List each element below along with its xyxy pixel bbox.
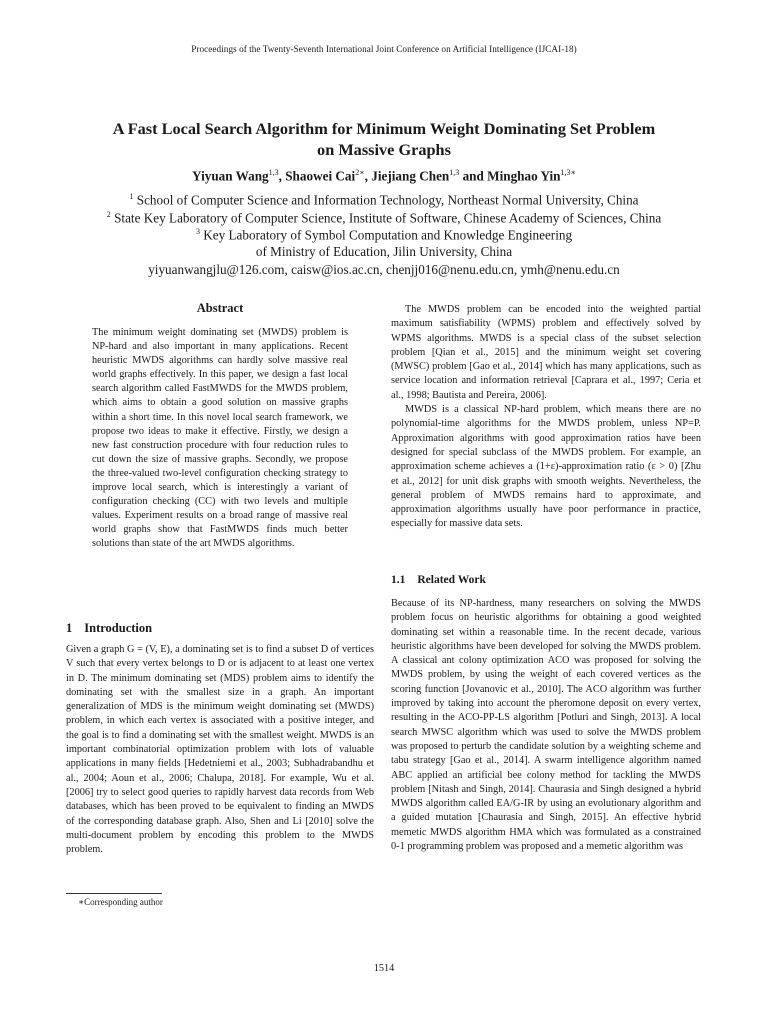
- author-4: and Minghao Yin: [459, 168, 561, 184]
- author-emails: yiyuanwangjlu@126.com, caisw@ios.ac.cn, chenjj016@nenu.edu.cn, ymh@nenu.edu.cn: [148, 262, 620, 277]
- paper-title: [60, 118, 708, 160]
- abstract-text: [92, 326, 348, 552]
- right-paragraph-2: MWDS is a classical NP-hard problem, which means there are no polynomial-time algorithms for the MWDS problem, unless NP=P. Approximation algorithms with good approximation ratios have been designed for special subclass of the MWDS problem. For example, an approximation scheme achieves a (1+ε)-approximation ratio (ε > 0) [Zhu et al., 2012] for unit disk graphs with smooth weights. Nevertheless, the general problem of MWDS remains hard to approximate, and approximation algorithms usually have poor performance in practice, especially for massive data sets.: [391, 404, 701, 530]
- author-4-affil: 1,3∗: [560, 168, 576, 177]
- intro-body: [66, 643, 374, 857]
- section-title: Introduction: [84, 621, 153, 635]
- intro-paragraph-1: Given a graph G = (V, E), a dominating set is to find a subset D of vertices V such that every vertex belongs to D or is adjacent to at least one vertex in D. The minimum dominating set (MDS) problem aims to identify the dominating set with the smallest size in a graph. An important generalization of MDS is the minimum weight dominating set (MWDS) problem, in which each vertex is associated with a positive integer, and the goal is to find a dominating set with the smallest weight. MWDS is an important combinatorial optimization problem with lots of valuable applications in many fields [Hedetniemi et al., 2003; Subhadrabandhu et al., 2004; Aoun et al., 2006; Chalupa, 2018]. For example, Wu et al. [2006] try to select good queries to rapidly harvest data records from Web databases, which has been proved to be equivalent to finding an MWDS of the corresponding database graph. Also, Shen and Li [2010] solve the multi-document problem by encoding this problem to the MWDS problem.: [66, 644, 374, 856]
- abstract-heading: Abstract: [196, 301, 244, 315]
- abstract-paragraph: The minimum weight dominating set (MWDS) problem is NP-hard and also important in many applications. Recent heuristic MWDS algorithms can hardly solve massive real world graphs effectively. In this paper, we design a fast local search algorithm called FastMWDS for the MWDS problem, which aims to obtain a good solution on massive graphs within a short time. In this novel local search framework, we propose two ideas to make it effective. Firstly, we design a new fast construction procedure with four reduction rules to cut down the size of massive graphs. Secondly, we propose the three-valued two-level configuration checking strategy to improve local search, which is interestingly a variant of configuration checking (CC) with two levels and multiple values. Experiment results on a broad range of massive real world graphs show that FastMWDS finds much better solutions than state of the art MWDS algorithms.: [92, 327, 348, 550]
- affiliation-1-text: School of Computer Science and Information Technology, Northeast Normal University, China: [133, 192, 639, 208]
- subsection-number: 1.1: [391, 574, 406, 586]
- right-paragraph-1: The MWDS problem can be encoded into the weighted partial maximum satisfiability (WPMS) problem and effectively solved by WPMS algorithms. MWDS is a special class of the subset selection problem [Qian et al., 2015] and the minimum weight set covering (MWSC) problem [Gao et al., 2014] which has many applications, such as service location and information retrieval [Caprara et al., 1997; Ceria et al., 1998; Bautista and Pereira, 2006].: [391, 304, 701, 401]
- author-list: [0, 168, 768, 184]
- affiliation-3: [0, 223, 768, 243]
- author-3-affil: 1,3: [449, 168, 460, 177]
- section-number: 1: [66, 621, 73, 635]
- page-number: 1514: [373, 963, 395, 974]
- author-1-affil: 1,3: [268, 168, 279, 177]
- subsection-heading-related-work: [391, 574, 486, 586]
- author-3: , Jiejiang Chen: [364, 168, 450, 184]
- right-column-body: [391, 303, 701, 532]
- footnote-rule: [66, 893, 162, 894]
- title-line-2: on Massive Graphs: [317, 140, 451, 159]
- title-line-1: A Fast Local Search Algorithm for Minimum Weight Dominating Set Problem: [112, 119, 656, 138]
- affiliation-3-marker: 3: [195, 227, 200, 236]
- author-2-affil: 2∗: [355, 168, 365, 177]
- running-header: Proceedings of the Twenty-Seventh International Joint Conference on Artificial Intelligence (IJCAI-18): [191, 44, 577, 54]
- affiliation-3-text: Key Laboratory of Symbol Computation and Knowledge Engineering: [199, 227, 573, 243]
- author-1: Yiyuan Wang: [192, 168, 269, 184]
- affiliation-2-marker: 2: [106, 210, 111, 219]
- section-heading-introduction: [66, 621, 152, 636]
- affiliation-2-text: State Key Laboratory of Computer Science, Institute of Software, Chinese Academy of Sciences, China: [110, 210, 662, 226]
- author-2: , Shaowei Cai: [278, 168, 356, 184]
- affiliation-1-marker: 1: [129, 192, 134, 201]
- related-paragraph-1: Because of its NP-hardness, many researchers on solving the MWDS problem focus on heuristic algorithms for obtaining a good weighted dominating set within a reasonable time. In the recent decade, various heuristic algorithms have been developed for solving the MWDS problem. A classical ant colony optimization ACO was proposed for solving the MWDS problem, by using the weight of each covered vertices as the scoring function [Jovanovic et al., 2010]. The ACO algorithm was further improved by taking into account the pheromone deposit on every vertex, resulting in the ACO-PP-LS algorithm [Potluri and Singh, 2013]. A local search MWSC algorithm which was used to solve the MWDS problem was proposed to perturb the candidate solution by a weighting scheme and tabu strategy [Gao et al., 2014]. A swarm intelligence algorithm named ABC applied an artificial bee colony method for tackling the MWDS problem [Nitash and Singh, 2014]. Chaurasia and Singh designed a hybrid MWDS algorithm called EA/G-IR by using an evolutionary algorithm and a guided mutation [Chaurasia and Singh, 2015]. An effective hybrid memetic MWDS algorithm HMA which was formulated as a constrained 0-1 programming problem was proposed and a memetic algorithm was: [391, 598, 701, 853]
- affiliation-3-cont: of Ministry of Education, Jilin University, China: [255, 244, 513, 259]
- footnote: ∗Corresponding author: [78, 897, 163, 907]
- subsection-title: Related Work: [417, 574, 486, 586]
- related-work-body: [391, 597, 701, 854]
